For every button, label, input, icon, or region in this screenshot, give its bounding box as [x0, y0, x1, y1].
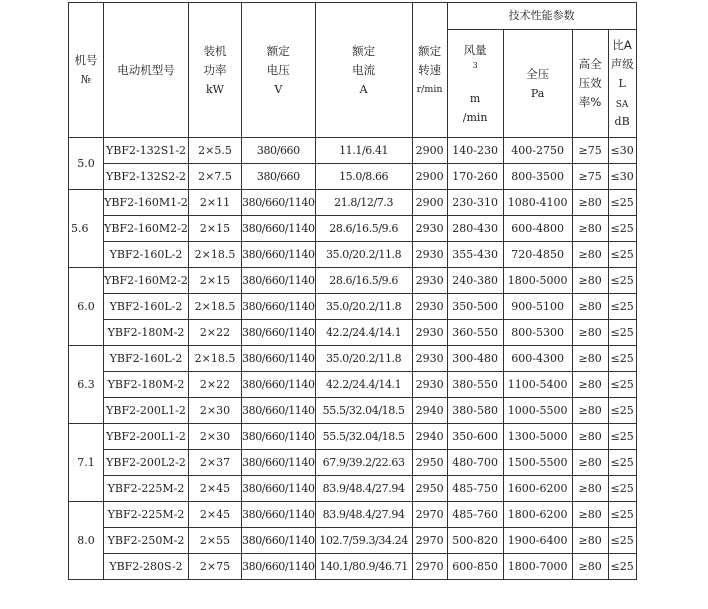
voltage-cell: 380/660/1140: [242, 450, 316, 476]
header-airflow-unit: [448, 60, 503, 127]
power-cell: 2×37: [189, 450, 242, 476]
airflow-cell: 230-310: [447, 190, 503, 216]
voltage-cell: 380/660/1140: [242, 424, 316, 450]
table-row: [69, 242, 637, 268]
table-row: [69, 372, 637, 398]
header-current: [315, 3, 412, 138]
pressure-cell: 1000-5500: [503, 398, 572, 424]
noise-cell: ≤30: [608, 138, 636, 164]
airflow-cell: 240-380: [447, 268, 503, 294]
table-row: [69, 476, 637, 502]
power-cell: 2×45: [189, 476, 242, 502]
header-airflow-exp: 3: [472, 60, 478, 70]
motor-model-cell: YBF2-160M2-2: [104, 216, 189, 242]
table-row: [69, 554, 637, 580]
efficiency-cell: ≥80: [572, 528, 608, 554]
motor-model-cell: YBF2-180M-2: [104, 320, 189, 346]
header-noise: [608, 30, 636, 138]
machine-no-cell: 5.6: [69, 190, 104, 268]
motor-model-cell: YBF2-200L1-2: [104, 398, 189, 424]
airflow-cell: 600-850: [447, 554, 503, 580]
airflow-cell: 280-430: [447, 216, 503, 242]
airflow-cell: 360-550: [447, 320, 503, 346]
table-row: [69, 138, 637, 164]
noise-cell: ≤25: [608, 372, 636, 398]
efficiency-cell: ≥80: [572, 502, 608, 528]
header-efficiency: [572, 30, 608, 138]
motor-model-cell: YBF2-200L1-2: [104, 424, 189, 450]
voltage-cell: 380/660/1140: [242, 294, 316, 320]
noise-cell: ≤25: [608, 216, 636, 242]
efficiency-cell: ≥80: [572, 424, 608, 450]
speed-cell: 2930: [412, 346, 447, 372]
table-row: [69, 346, 637, 372]
noise-cell: ≤30: [608, 164, 636, 190]
power-cell: 2×55: [189, 528, 242, 554]
current-cell: 35.0/20.2/11.8: [315, 346, 412, 372]
table-row: [69, 424, 637, 450]
machine-no-cell: 7.1: [69, 424, 104, 502]
current-cell: 42.2/24.4/14.1: [315, 320, 412, 346]
pressure-cell: 1500-5500: [503, 450, 572, 476]
efficiency-cell: ≥80: [572, 294, 608, 320]
pressure-cell: 1080-4100: [503, 190, 572, 216]
efficiency-cell: ≥80: [572, 372, 608, 398]
noise-cell: ≤25: [608, 502, 636, 528]
current-cell: 21.8/12/7.3: [315, 190, 412, 216]
table-row: [69, 398, 637, 424]
spec-table-body: [69, 3, 637, 580]
power-cell: 2×22: [189, 372, 242, 398]
header-machine-no: [69, 3, 104, 138]
header-pressure-unit: Pa: [530, 86, 545, 100]
header-machine-no-label: 机号: [74, 53, 98, 67]
efficiency-cell: ≥80: [572, 476, 608, 502]
header-power-line2: 功率: [203, 62, 227, 77]
efficiency-cell: ≥80: [572, 554, 608, 580]
pressure-cell: 1800-5000: [503, 268, 572, 294]
current-cell: 140.1/80.9/46.71: [315, 554, 412, 580]
header-noise-line1: 比A: [612, 38, 632, 52]
efficiency-cell: ≥75: [572, 138, 608, 164]
voltage-cell: 380/660/1140: [242, 528, 316, 554]
current-cell: 35.0/20.2/11.8: [315, 294, 412, 320]
pressure-cell: 1800-7000: [503, 554, 572, 580]
motor-model-cell: YBF2-132S1-2: [104, 138, 189, 164]
machine-no-cell: 5.0: [69, 138, 104, 190]
machine-no-cell: 6.3: [69, 346, 104, 424]
header-efficiency-line3: 率%: [578, 95, 602, 109]
airflow-cell: 300-480: [447, 346, 503, 372]
header-speed-line2: 转速: [418, 62, 442, 77]
header-voltage: [242, 3, 316, 138]
voltage-cell: 380/660/1140: [242, 190, 316, 216]
header-efficiency-line2: 压效: [578, 76, 602, 90]
noise-cell: ≤25: [608, 294, 636, 320]
motor-model-cell: YBF2-250M-2: [104, 528, 189, 554]
table-row: [69, 294, 637, 320]
noise-cell: ≤25: [608, 398, 636, 424]
header-motor-model: 电动机型号: [104, 3, 189, 138]
motor-model-cell: YBF2-180M-2: [104, 372, 189, 398]
current-cell: 28.6/16.5/9.6: [315, 216, 412, 242]
efficiency-cell: ≥80: [572, 190, 608, 216]
header-noise-l: L: [618, 77, 626, 90]
speed-cell: 2930: [412, 372, 447, 398]
motor-model-cell: YBF2-200L2-2: [104, 450, 189, 476]
voltage-cell: 380/660/1140: [242, 398, 316, 424]
airflow-cell: 500-820: [447, 528, 503, 554]
airflow-cell: 480-700: [447, 450, 503, 476]
current-cell: 28.6/16.5/9.6: [315, 268, 412, 294]
header-row-top: [69, 3, 637, 30]
table-row: [69, 450, 637, 476]
airflow-cell: 380-550: [447, 372, 503, 398]
motor-model-cell: YBF2-160M1-2: [104, 190, 189, 216]
speed-cell: 2900: [412, 190, 447, 216]
power-cell: 2×11: [189, 190, 242, 216]
header-current-line2: 电流: [352, 62, 376, 77]
current-cell: 102.7/59.3/34.24: [315, 528, 412, 554]
voltage-cell: 380/660/1140: [242, 372, 316, 398]
pressure-cell: 1800-6200: [503, 502, 572, 528]
header-noise-unit: dB: [614, 115, 630, 128]
pressure-cell: 800-3500: [503, 164, 572, 190]
voltage-cell: 380/660/1140: [242, 242, 316, 268]
voltage-cell: 380/660/1140: [242, 346, 316, 372]
airflow-cell: 350-600: [447, 424, 503, 450]
voltage-cell: 380/660: [242, 164, 316, 190]
header-airflow-label: 风量: [463, 42, 487, 57]
header-power-line1: 装机: [203, 43, 227, 58]
machine-no-cell: 8.0: [69, 502, 104, 580]
header-pressure: [503, 30, 572, 138]
noise-cell: ≤25: [608, 424, 636, 450]
efficiency-cell: ≥80: [572, 450, 608, 476]
efficiency-cell: ≥80: [572, 242, 608, 268]
voltage-cell: 380/660/1140: [242, 216, 316, 242]
motor-model-cell: YBF2-280S-2: [104, 554, 189, 580]
pressure-cell: 600-4800: [503, 216, 572, 242]
table-row: [69, 190, 637, 216]
header-airflow-m: m: [469, 91, 481, 105]
efficiency-cell: ≥80: [572, 398, 608, 424]
pressure-cell: 400-2750: [503, 138, 572, 164]
speed-cell: 2970: [412, 554, 447, 580]
airflow-cell: 485-760: [447, 502, 503, 528]
table-row: [69, 268, 637, 294]
header-voltage-line2: 电压: [266, 62, 290, 77]
header-machine-no-symbol: №: [80, 73, 92, 86]
header-pressure-label: 全压: [526, 66, 550, 81]
airflow-cell: 140-230: [447, 138, 503, 164]
noise-cell: ≤25: [608, 320, 636, 346]
header-current-unit: A: [359, 82, 368, 96]
noise-cell: ≤25: [608, 450, 636, 476]
header-power-unit: kW: [206, 82, 224, 96]
header-tech-group: 技术性能参数: [447, 3, 636, 30]
table-row: [69, 320, 637, 346]
current-cell: 55.5/32.04/18.5: [315, 398, 412, 424]
header-speed-unit: r/min: [416, 83, 443, 95]
speed-cell: 2900: [412, 164, 447, 190]
speed-cell: 2930: [412, 268, 447, 294]
header-power: [189, 3, 242, 138]
current-cell: 11.1/6.41: [315, 138, 412, 164]
pressure-cell: 600-4300: [503, 346, 572, 372]
power-cell: 2×22: [189, 320, 242, 346]
current-cell: 67.9/39.2/22.63: [315, 450, 412, 476]
current-cell: 83.9/48.4/27.94: [315, 476, 412, 502]
table-row: [69, 528, 637, 554]
speed-cell: 2970: [412, 528, 447, 554]
power-cell: 2×15: [189, 216, 242, 242]
speed-cell: 2930: [412, 320, 447, 346]
speed-cell: 2930: [412, 216, 447, 242]
pressure-cell: 1300-5000: [503, 424, 572, 450]
voltage-cell: 380/660/1140: [242, 476, 316, 502]
efficiency-cell: ≥75: [572, 164, 608, 190]
current-cell: 15.0/8.66: [315, 164, 412, 190]
motor-model-cell: YBF2-132S2-2: [104, 164, 189, 190]
header-voltage-line1: 额定: [266, 43, 290, 58]
noise-cell: ≤25: [608, 554, 636, 580]
motor-model-cell: YBF2-225M-2: [104, 476, 189, 502]
table-row: [69, 216, 637, 242]
noise-cell: ≤25: [608, 242, 636, 268]
spec-table-container: [68, 2, 637, 580]
current-cell: 42.2/24.4/14.1: [315, 372, 412, 398]
voltage-cell: 380/660/1140: [242, 268, 316, 294]
power-cell: 2×45: [189, 502, 242, 528]
motor-model-cell: YBF2-160M2-2: [104, 268, 189, 294]
speed-cell: 2950: [412, 476, 447, 502]
motor-model-cell: YBF2-160L-2: [104, 294, 189, 320]
voltage-cell: 380/660/1140: [242, 554, 316, 580]
efficiency-cell: ≥80: [572, 320, 608, 346]
power-cell: 2×30: [189, 398, 242, 424]
noise-cell: ≤25: [608, 190, 636, 216]
current-cell: 55.5/32.04/18.5: [315, 424, 412, 450]
airflow-cell: 350-500: [447, 294, 503, 320]
pressure-cell: 1900-6400: [503, 528, 572, 554]
speed-cell: 2900: [412, 138, 447, 164]
airflow-cell: 170-260: [447, 164, 503, 190]
efficiency-cell: ≥80: [572, 268, 608, 294]
table-row: [69, 502, 637, 528]
header-noise-line2: 声级: [610, 57, 634, 71]
current-cell: 35.0/20.2/11.8: [315, 242, 412, 268]
header-voltage-unit: V: [274, 82, 283, 96]
power-cell: 2×7.5: [189, 164, 242, 190]
header-speed: [412, 3, 447, 138]
header-noise-symbol: [609, 74, 636, 112]
power-cell: 2×18.5: [189, 242, 242, 268]
noise-cell: ≤25: [608, 268, 636, 294]
voltage-cell: 380/660/1140: [242, 502, 316, 528]
noise-cell: ≤25: [608, 528, 636, 554]
power-cell: 2×15: [189, 268, 242, 294]
table-row: [69, 164, 637, 190]
voltage-cell: 380/660: [242, 138, 316, 164]
speed-cell: 2940: [412, 424, 447, 450]
power-cell: 2×18.5: [189, 294, 242, 320]
motor-model-cell: YBF2-160L-2: [104, 346, 189, 372]
power-cell: 2×30: [189, 424, 242, 450]
noise-cell: ≤25: [608, 476, 636, 502]
speed-cell: 2970: [412, 502, 447, 528]
power-cell: 2×18.5: [189, 346, 242, 372]
airflow-cell: 355-430: [447, 242, 503, 268]
power-cell: 2×5.5: [189, 138, 242, 164]
pressure-cell: 800-5300: [503, 320, 572, 346]
fan-spec-table: [68, 2, 637, 580]
pressure-cell: 1600-6200: [503, 476, 572, 502]
speed-cell: 2930: [412, 242, 447, 268]
pressure-cell: 720-4850: [503, 242, 572, 268]
header-efficiency-line1: 高全: [578, 57, 602, 71]
current-cell: 83.9/48.4/27.94: [315, 502, 412, 528]
speed-cell: 2950: [412, 450, 447, 476]
efficiency-cell: ≥80: [572, 346, 608, 372]
motor-model-cell: YBF2-160L-2: [104, 242, 189, 268]
speed-cell: 2930: [412, 294, 447, 320]
airflow-cell: 485-750: [447, 476, 503, 502]
pressure-cell: 900-5100: [503, 294, 572, 320]
airflow-cell: 380-580: [447, 398, 503, 424]
voltage-cell: 380/660/1140: [242, 320, 316, 346]
header-airflow-min: /min: [462, 110, 488, 124]
header-airflow: [447, 30, 503, 138]
machine-no-cell: 6.0: [69, 268, 104, 346]
speed-cell: 2940: [412, 398, 447, 424]
header-current-line1: 额定: [352, 43, 376, 58]
noise-cell: ≤25: [608, 346, 636, 372]
header-speed-line1: 额定: [418, 43, 442, 58]
efficiency-cell: ≥80: [572, 216, 608, 242]
pressure-cell: 1100-5400: [503, 372, 572, 398]
power-cell: 2×75: [189, 554, 242, 580]
motor-model-cell: YBF2-225M-2: [104, 502, 189, 528]
header-noise-sa: SA: [615, 100, 629, 110]
